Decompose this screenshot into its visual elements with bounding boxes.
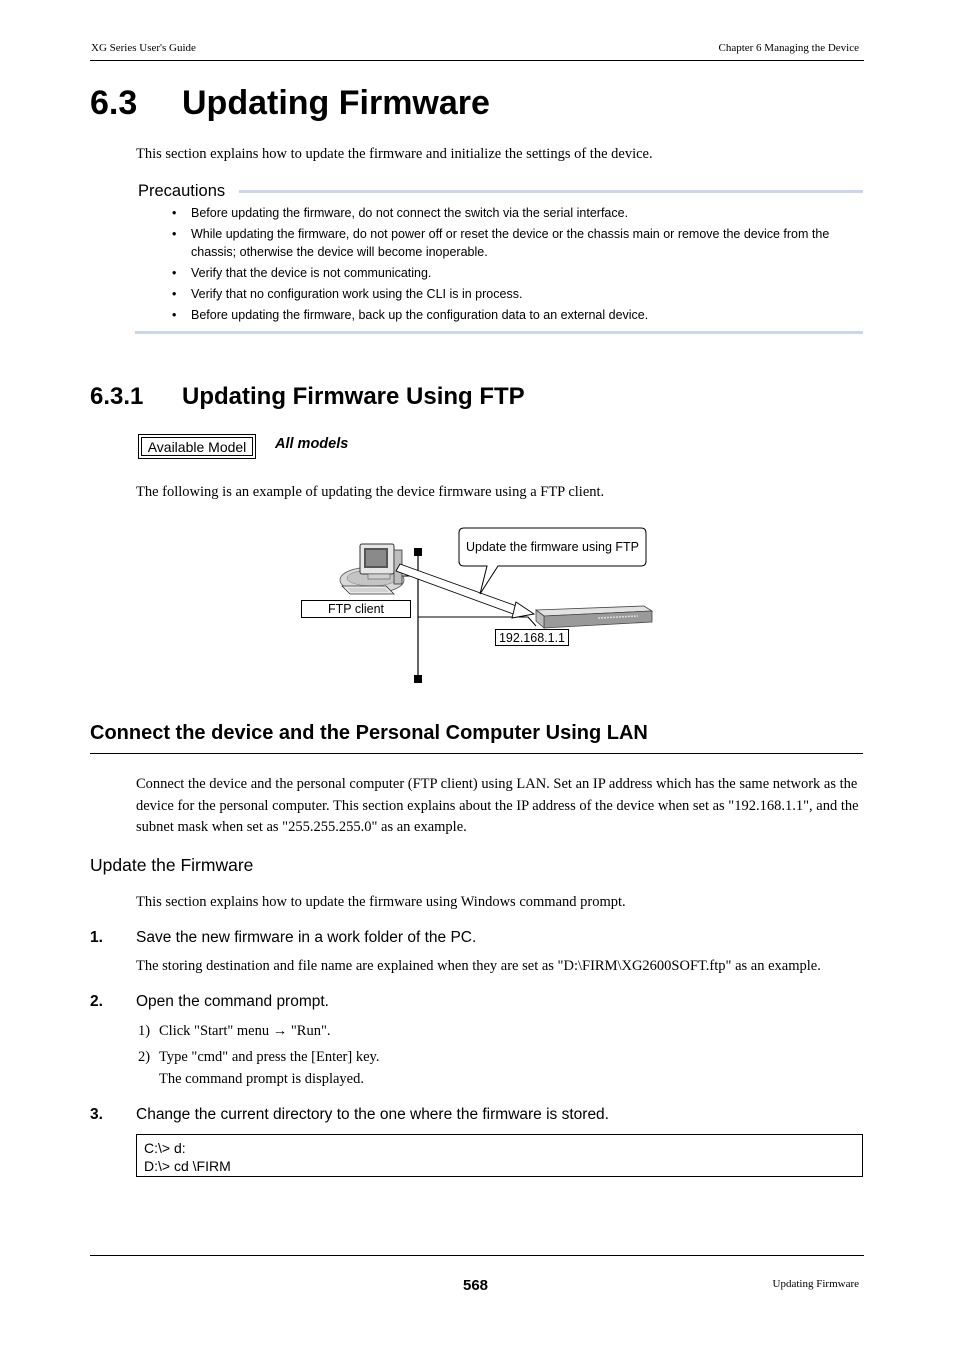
available-model-label: Available Model — [141, 437, 253, 456]
section-title — [90, 84, 490, 123]
step-3-number: 3. — [90, 1106, 103, 1123]
callout-bubble — [459, 528, 646, 594]
step-2-sub-2-number: 2) — [138, 1049, 151, 1065]
step-2-sub-1-number: 1) — [138, 1023, 151, 1039]
section-number: 6.3 — [90, 84, 138, 122]
precaution-item: • Before updating the firmware, back up the configuration data to an external device. — [172, 306, 862, 324]
precaution-item: • Before updating the firmware, do not connect the switch via the serial interface. — [172, 204, 862, 222]
precautions-label: Precautions — [138, 182, 226, 200]
section-intro: This section explains how to update the firmware and initialize the settings of the device. — [136, 146, 653, 162]
precautions-list — [172, 204, 862, 327]
device-branch-line — [418, 617, 536, 626]
page-number: 568 — [463, 1277, 489, 1294]
step-2-sub-1-text: Click "Start" menu → "Run". — [159, 1023, 331, 1039]
step-2-title: Open the command prompt. — [136, 993, 329, 1010]
running-header-right: Chapter 6 Managing the Device — [718, 42, 859, 54]
available-model-box — [138, 434, 256, 459]
precautions-bottom-rule — [135, 331, 863, 334]
connect-body: Connect the device and the personal computer (FTP client) using LAN. Set an IP address which has the same network as the device for the personal computer. This section explains about the IP address of the device when set as "192.168.1.1", and the subnet mask when set as "255.255.255.0" as an example. — [136, 776, 859, 835]
step-2-sub-2-note: The command prompt is displayed. — [159, 1071, 364, 1087]
footer-rule — [90, 1255, 864, 1256]
subsection-title — [90, 383, 525, 411]
connect-heading: Connect the device and the Personal Computer Using LAN — [90, 722, 648, 744]
step-1-detail: The storing destination and file name are explained when they are set as "D:\FIRM\XG2600SOFT.ftp" as an example. — [136, 958, 821, 974]
ftp-network-diagram — [298, 524, 658, 690]
lan-terminator-top — [414, 548, 422, 556]
precautions-top-rule — [239, 190, 863, 193]
subsection-number: 6.3.1 — [90, 383, 144, 410]
code-line: C:\> d: — [144, 1140, 186, 1156]
transfer-arrow-head — [512, 602, 534, 618]
update-heading: Update the Firmware — [90, 855, 254, 875]
step-2-sub-2-text: Type "cmd" and press the [Enter] key. — [159, 1049, 380, 1065]
subsection-intro: The following is an example of updating the device firmware using a FTP client. — [136, 484, 605, 500]
command-code-box — [136, 1134, 863, 1177]
switch-device-icon — [536, 606, 652, 628]
step-1-number: 1. — [90, 929, 103, 946]
subsection-title-text: Updating Firmware Using FTP — [182, 383, 525, 410]
connect-heading-rule — [90, 753, 863, 754]
available-model-value: All models — [275, 436, 349, 452]
precaution-item: • While updating the firmware, do not power off or reset the device or the chassis main or remove the device from the chassis; otherwise the device will become inoperable. — [172, 225, 862, 261]
step-3-title: Change the current directory to the one where the firmware is stored. — [136, 1106, 609, 1123]
device-ip-label: 192.168.1.1 — [498, 631, 566, 645]
lan-terminator-bottom — [414, 675, 422, 683]
step-2-number: 2. — [90, 993, 103, 1010]
ftp-client-label: FTP client — [327, 602, 385, 616]
pc-icon — [340, 544, 404, 594]
transfer-arrow — [396, 564, 522, 615]
callout-text: Update the firmware using FTP — [466, 540, 639, 554]
precaution-item: • Verify that the device is not communicating. — [172, 264, 862, 282]
running-header-left: XG Series User's Guide — [91, 42, 196, 54]
precaution-item: • Verify that no configuration work using the CLI is in process. — [172, 285, 862, 303]
update-intro: This section explains how to update the firmware using Windows command prompt. — [136, 894, 626, 910]
running-footer-right: Updating Firmware — [772, 1278, 859, 1290]
step-1-title: Save the new firmware in a work folder of the PC. — [136, 929, 477, 946]
section-title-text: Updating Firmware — [182, 84, 490, 122]
header-rule — [90, 60, 864, 61]
code-line: D:\> cd \FIRM — [144, 1158, 231, 1174]
